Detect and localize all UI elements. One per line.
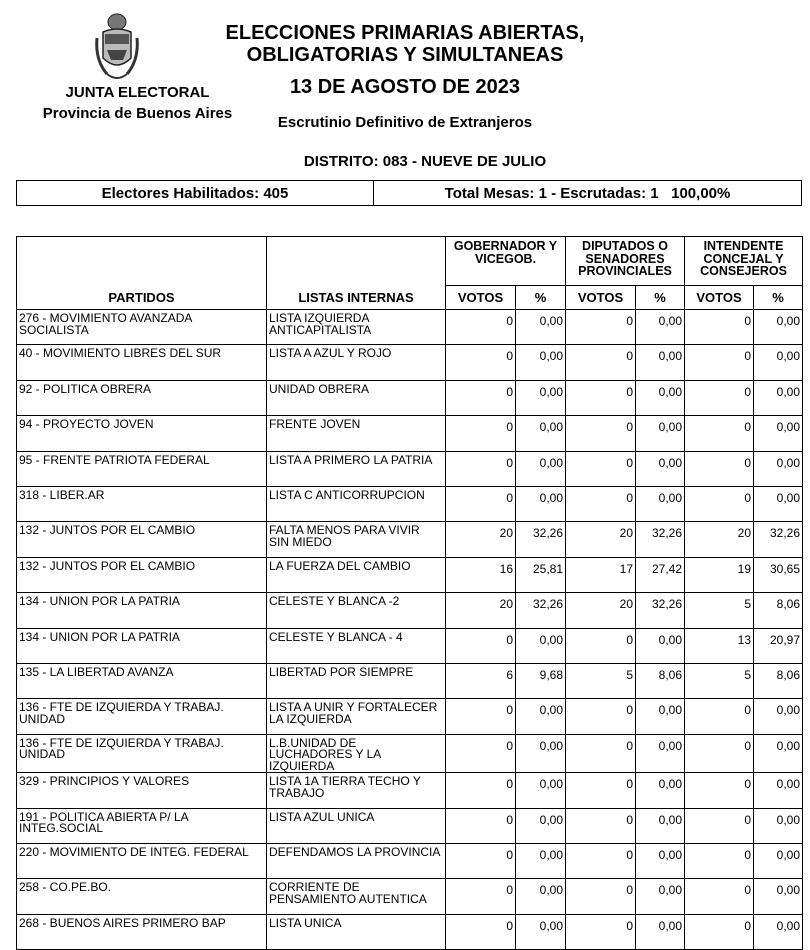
gob-pct-cell: 0,00 bbox=[516, 628, 566, 663]
dip-pct-cell: 0,00 bbox=[636, 879, 685, 914]
int-pct-cell: 0,00 bbox=[754, 486, 803, 521]
table-row bbox=[17, 557, 803, 592]
lista-cell: LA FUERZA DEL CAMBIO bbox=[267, 557, 446, 592]
col-pct: % bbox=[516, 286, 566, 310]
partido-cell: 136 - FTE DE IZQUIERDA Y TRABAJ. UNIDAD bbox=[17, 699, 267, 734]
partido-cell: 220 - MOVIMIENTO DE INTEG. FEDERAL bbox=[17, 843, 267, 878]
partido-cell: 276 - MOVIMIENTO AVANZADA SOCIALISTA bbox=[17, 310, 267, 345]
int-votos-cell: 0 bbox=[685, 486, 754, 521]
lista-cell: LISTA 1A TIERRA TECHO Y TRABAJO bbox=[267, 773, 446, 808]
table-row bbox=[17, 310, 803, 345]
district-label: DISTRITO: 083 - NUEVE DE JULIO bbox=[303, 153, 547, 170]
gob-pct-cell: 9,68 bbox=[516, 663, 566, 698]
dip-votos-cell: 0 bbox=[566, 628, 636, 663]
dip-votos-cell: 0 bbox=[566, 808, 636, 843]
int-pct-cell: 8,06 bbox=[754, 593, 803, 628]
int-votos-cell: 19 bbox=[685, 557, 754, 592]
partido-cell: 92 - POLITICA OBRERA bbox=[17, 380, 267, 415]
int-votos-cell: 0 bbox=[685, 914, 754, 949]
dip-pct-cell: 0,00 bbox=[636, 734, 685, 773]
dip-votos-cell: 0 bbox=[566, 310, 636, 345]
mesas-escrutadas: Total Mesas: 1 - Escrutadas: 1 100,00% bbox=[444, 185, 731, 202]
int-pct-cell: 0,00 bbox=[754, 345, 803, 380]
dip-votos-cell: 0 bbox=[566, 843, 636, 878]
partido-cell: 135 - LA LIBERTAD AVANZA bbox=[17, 663, 267, 698]
gob-pct-cell: 0,00 bbox=[516, 808, 566, 843]
int-votos-cell: 20 bbox=[685, 522, 754, 557]
gob-pct-cell: 0,00 bbox=[516, 699, 566, 734]
col-votos: VOTOS bbox=[446, 286, 516, 310]
lista-cell: FRENTE JOVEN bbox=[267, 416, 446, 451]
lista-cell: LISTA AZUL UNICA bbox=[267, 808, 446, 843]
int-pct-cell: 30,65 bbox=[754, 557, 803, 592]
dip-pct-cell: 27,42 bbox=[636, 557, 685, 592]
table-row bbox=[17, 380, 803, 415]
dip-votos-cell: 0 bbox=[566, 914, 636, 949]
gob-votos-cell: 0 bbox=[446, 734, 516, 773]
table-row bbox=[17, 451, 803, 486]
gob-votos-cell: 16 bbox=[446, 557, 516, 592]
int-pct-cell: 0,00 bbox=[754, 843, 803, 878]
org-province: Provincia de Buenos Aires bbox=[42, 105, 233, 122]
partido-cell: 40 - MOVIMIENTO LIBRES DEL SUR bbox=[17, 345, 267, 380]
int-votos-cell: 0 bbox=[685, 699, 754, 734]
dip-votos-cell: 20 bbox=[566, 522, 636, 557]
int-pct-cell: 0,00 bbox=[754, 416, 803, 451]
gob-votos-cell: 0 bbox=[446, 914, 516, 949]
gob-votos-cell: 0 bbox=[446, 380, 516, 415]
gob-pct-cell: 0,00 bbox=[516, 734, 566, 773]
int-pct-cell: 0,00 bbox=[754, 773, 803, 808]
lista-cell: LISTA C ANTICORRUPCION bbox=[267, 486, 446, 521]
int-pct-cell: 0,00 bbox=[754, 879, 803, 914]
col-pct: % bbox=[754, 286, 803, 310]
int-pct-cell: 0,00 bbox=[754, 699, 803, 734]
gob-votos-cell: 0 bbox=[446, 310, 516, 345]
dip-pct-cell: 0,00 bbox=[636, 486, 685, 521]
dip-pct-cell: 0,00 bbox=[636, 310, 685, 345]
gob-pct-cell: 32,26 bbox=[516, 593, 566, 628]
partido-cell: 268 - BUENOS AIRES PRIMERO BAP bbox=[17, 914, 267, 949]
table-row bbox=[17, 663, 803, 698]
partido-cell: 132 - JUNTOS POR EL CAMBIO bbox=[17, 522, 267, 557]
province-seal-icon bbox=[93, 10, 141, 84]
dip-votos-cell: 0 bbox=[566, 486, 636, 521]
gob-votos-cell: 0 bbox=[446, 416, 516, 451]
col-votos: VOTOS bbox=[685, 286, 754, 310]
int-votos-cell: 0 bbox=[685, 416, 754, 451]
group-intendente: INTENDENTE CONCEJAL Y CONSEJEROS bbox=[685, 237, 803, 286]
table-row bbox=[17, 522, 803, 557]
partido-cell: 95 - FRENTE PATRIOTA FEDERAL bbox=[17, 451, 267, 486]
lista-cell: LISTA UNICA bbox=[267, 914, 446, 949]
dip-pct-cell: 0,00 bbox=[636, 843, 685, 878]
dip-pct-cell: 0,00 bbox=[636, 628, 685, 663]
int-votos-cell: 0 bbox=[685, 734, 754, 773]
dip-votos-cell: 0 bbox=[566, 345, 636, 380]
col-listas-internas: LISTAS INTERNAS bbox=[267, 237, 446, 310]
gob-votos-cell: 20 bbox=[446, 522, 516, 557]
lista-cell: UNIDAD OBRERA bbox=[267, 380, 446, 415]
int-votos-cell: 0 bbox=[685, 380, 754, 415]
gob-pct-cell: 0,00 bbox=[516, 914, 566, 949]
lista-cell: LISTA IZQUIERDA ANTICAPITALISTA bbox=[267, 310, 446, 345]
partido-cell: 94 - PROYECTO JOVEN bbox=[17, 416, 267, 451]
int-votos-cell: 0 bbox=[685, 773, 754, 808]
dip-pct-cell: 8,06 bbox=[636, 663, 685, 698]
results-table bbox=[16, 236, 803, 950]
int-votos-cell: 0 bbox=[685, 879, 754, 914]
dip-pct-cell: 0,00 bbox=[636, 380, 685, 415]
lista-cell: LISTA A UNIR Y FORTALECER LA IZQUIERDA bbox=[267, 699, 446, 734]
lista-cell: DEFENDAMOS LA PROVINCIA bbox=[267, 843, 446, 878]
lista-cell: LISTA A AZUL Y ROJO bbox=[267, 345, 446, 380]
gob-votos-cell: 0 bbox=[446, 628, 516, 663]
col-partidos: PARTIDOS bbox=[17, 237, 267, 310]
dip-pct-cell: 0,00 bbox=[636, 345, 685, 380]
table-row bbox=[17, 628, 803, 663]
table-row bbox=[17, 914, 803, 949]
table-row bbox=[17, 808, 803, 843]
lista-cell: L.B.UNIDAD DE LUCHADORES Y LA IZQUIERDA bbox=[267, 734, 446, 773]
col-pct: % bbox=[636, 286, 685, 310]
lista-cell: CELESTE Y BLANCA -2 bbox=[267, 593, 446, 628]
gob-pct-cell: 32,26 bbox=[516, 522, 566, 557]
int-votos-cell: 0 bbox=[685, 808, 754, 843]
gob-pct-cell: 0,00 bbox=[516, 486, 566, 521]
table-row bbox=[17, 843, 803, 878]
table-row bbox=[17, 734, 803, 773]
lista-cell: FALTA MENOS PARA VIVIR SIN MIEDO bbox=[267, 522, 446, 557]
int-pct-cell: 20,97 bbox=[754, 628, 803, 663]
int-pct-cell: 32,26 bbox=[754, 522, 803, 557]
partido-cell: 136 - FTE DE IZQUIERDA Y TRABAJ. UNIDAD bbox=[17, 734, 267, 773]
table-row bbox=[17, 773, 803, 808]
dip-votos-cell: 0 bbox=[566, 451, 636, 486]
int-pct-cell: 0,00 bbox=[754, 808, 803, 843]
dip-votos-cell: 0 bbox=[566, 380, 636, 415]
gob-votos-cell: 6 bbox=[446, 663, 516, 698]
gob-pct-cell: 0,00 bbox=[516, 451, 566, 486]
dip-votos-cell: 17 bbox=[566, 557, 636, 592]
gob-votos-cell: 0 bbox=[446, 808, 516, 843]
dip-pct-cell: 0,00 bbox=[636, 914, 685, 949]
lista-cell: LIBERTAD POR SIEMPRE bbox=[267, 663, 446, 698]
gob-votos-cell: 0 bbox=[446, 699, 516, 734]
gob-pct-cell: 0,00 bbox=[516, 416, 566, 451]
table-row bbox=[17, 345, 803, 380]
int-pct-cell: 0,00 bbox=[754, 451, 803, 486]
gob-pct-cell: 0,00 bbox=[516, 879, 566, 914]
gob-votos-cell: 0 bbox=[446, 345, 516, 380]
partido-cell: 318 - LIBER.AR bbox=[17, 486, 267, 521]
dip-votos-cell: 20 bbox=[566, 593, 636, 628]
dip-votos-cell: 5 bbox=[566, 663, 636, 698]
int-pct-cell: 0,00 bbox=[754, 310, 803, 345]
gob-pct-cell: 0,00 bbox=[516, 345, 566, 380]
gob-pct-cell: 0,00 bbox=[516, 773, 566, 808]
int-pct-cell: 0,00 bbox=[754, 380, 803, 415]
int-votos-cell: 0 bbox=[685, 345, 754, 380]
dip-votos-cell: 0 bbox=[566, 699, 636, 734]
gob-votos-cell: 0 bbox=[446, 451, 516, 486]
table-row bbox=[17, 416, 803, 451]
lista-cell: CORRIENTE DE PENSAMIENTO AUTENTICA bbox=[267, 879, 446, 914]
int-pct-cell: 0,00 bbox=[754, 734, 803, 773]
table-row bbox=[17, 593, 803, 628]
lista-cell: CELESTE Y BLANCA - 4 bbox=[267, 628, 446, 663]
dip-votos-cell: 0 bbox=[566, 416, 636, 451]
report-title-line1: ELECCIONES PRIMARIAS ABIERTAS, bbox=[225, 22, 585, 44]
electores-habilitados: Electores Habilitados: 405 bbox=[101, 185, 289, 202]
org-name: JUNTA ELECTORAL bbox=[65, 84, 210, 101]
gob-pct-cell: 0,00 bbox=[516, 843, 566, 878]
partido-cell: 132 - JUNTOS POR EL CAMBIO bbox=[17, 557, 267, 592]
int-votos-cell: 5 bbox=[685, 663, 754, 698]
table-row bbox=[17, 486, 803, 521]
gob-votos-cell: 0 bbox=[446, 486, 516, 521]
dip-pct-cell: 0,00 bbox=[636, 808, 685, 843]
int-votos-cell: 0 bbox=[685, 843, 754, 878]
gob-pct-cell: 0,00 bbox=[516, 380, 566, 415]
dip-pct-cell: 0,00 bbox=[636, 699, 685, 734]
partido-cell: 258 - CO.PE.BO. bbox=[17, 879, 267, 914]
report-title-line2: OBLIGATORIAS Y SIMULTANEAS bbox=[246, 44, 564, 66]
lista-cell: LISTA A PRIMERO LA PATRIA bbox=[267, 451, 446, 486]
partido-cell: 329 - PRINCIPIOS Y VALORES bbox=[17, 773, 267, 808]
partido-cell: 191 - POLITICA ABIERTA P/ LA INTEG.SOCIAL bbox=[17, 808, 267, 843]
gob-votos-cell: 0 bbox=[446, 843, 516, 878]
dip-pct-cell: 32,26 bbox=[636, 522, 685, 557]
gob-votos-cell: 20 bbox=[446, 593, 516, 628]
dip-votos-cell: 0 bbox=[566, 773, 636, 808]
dip-pct-cell: 0,00 bbox=[636, 773, 685, 808]
dip-pct-cell: 32,26 bbox=[636, 593, 685, 628]
table-row bbox=[17, 699, 803, 734]
group-gobernador: GOBERNADOR Y VICEGOB. bbox=[446, 237, 566, 286]
col-votos: VOTOS bbox=[566, 286, 636, 310]
partido-cell: 134 - UNION POR LA PATRIA bbox=[17, 628, 267, 663]
group-diputados: DIPUTADOS O SENADORES PROVINCIALES bbox=[566, 237, 685, 286]
gob-votos-cell: 0 bbox=[446, 879, 516, 914]
gob-pct-cell: 0,00 bbox=[516, 310, 566, 345]
int-votos-cell: 0 bbox=[685, 451, 754, 486]
int-votos-cell: 0 bbox=[685, 310, 754, 345]
dip-pct-cell: 0,00 bbox=[636, 416, 685, 451]
election-date: 13 DE AGOSTO DE 2023 bbox=[289, 76, 521, 98]
int-votos-cell: 13 bbox=[685, 628, 754, 663]
table-row bbox=[17, 879, 803, 914]
partido-cell: 134 - UNION POR LA PATRIA bbox=[17, 593, 267, 628]
report-subtitle: Escrutinio Definitivo de Extranjeros bbox=[277, 114, 533, 131]
dip-votos-cell: 0 bbox=[566, 879, 636, 914]
int-votos-cell: 5 bbox=[685, 593, 754, 628]
int-pct-cell: 0,00 bbox=[754, 914, 803, 949]
dip-pct-cell: 0,00 bbox=[636, 451, 685, 486]
dip-votos-cell: 0 bbox=[566, 734, 636, 773]
int-pct-cell: 8,06 bbox=[754, 663, 803, 698]
gob-votos-cell: 0 bbox=[446, 773, 516, 808]
gob-pct-cell: 25,81 bbox=[516, 557, 566, 592]
summary-box bbox=[16, 180, 802, 206]
